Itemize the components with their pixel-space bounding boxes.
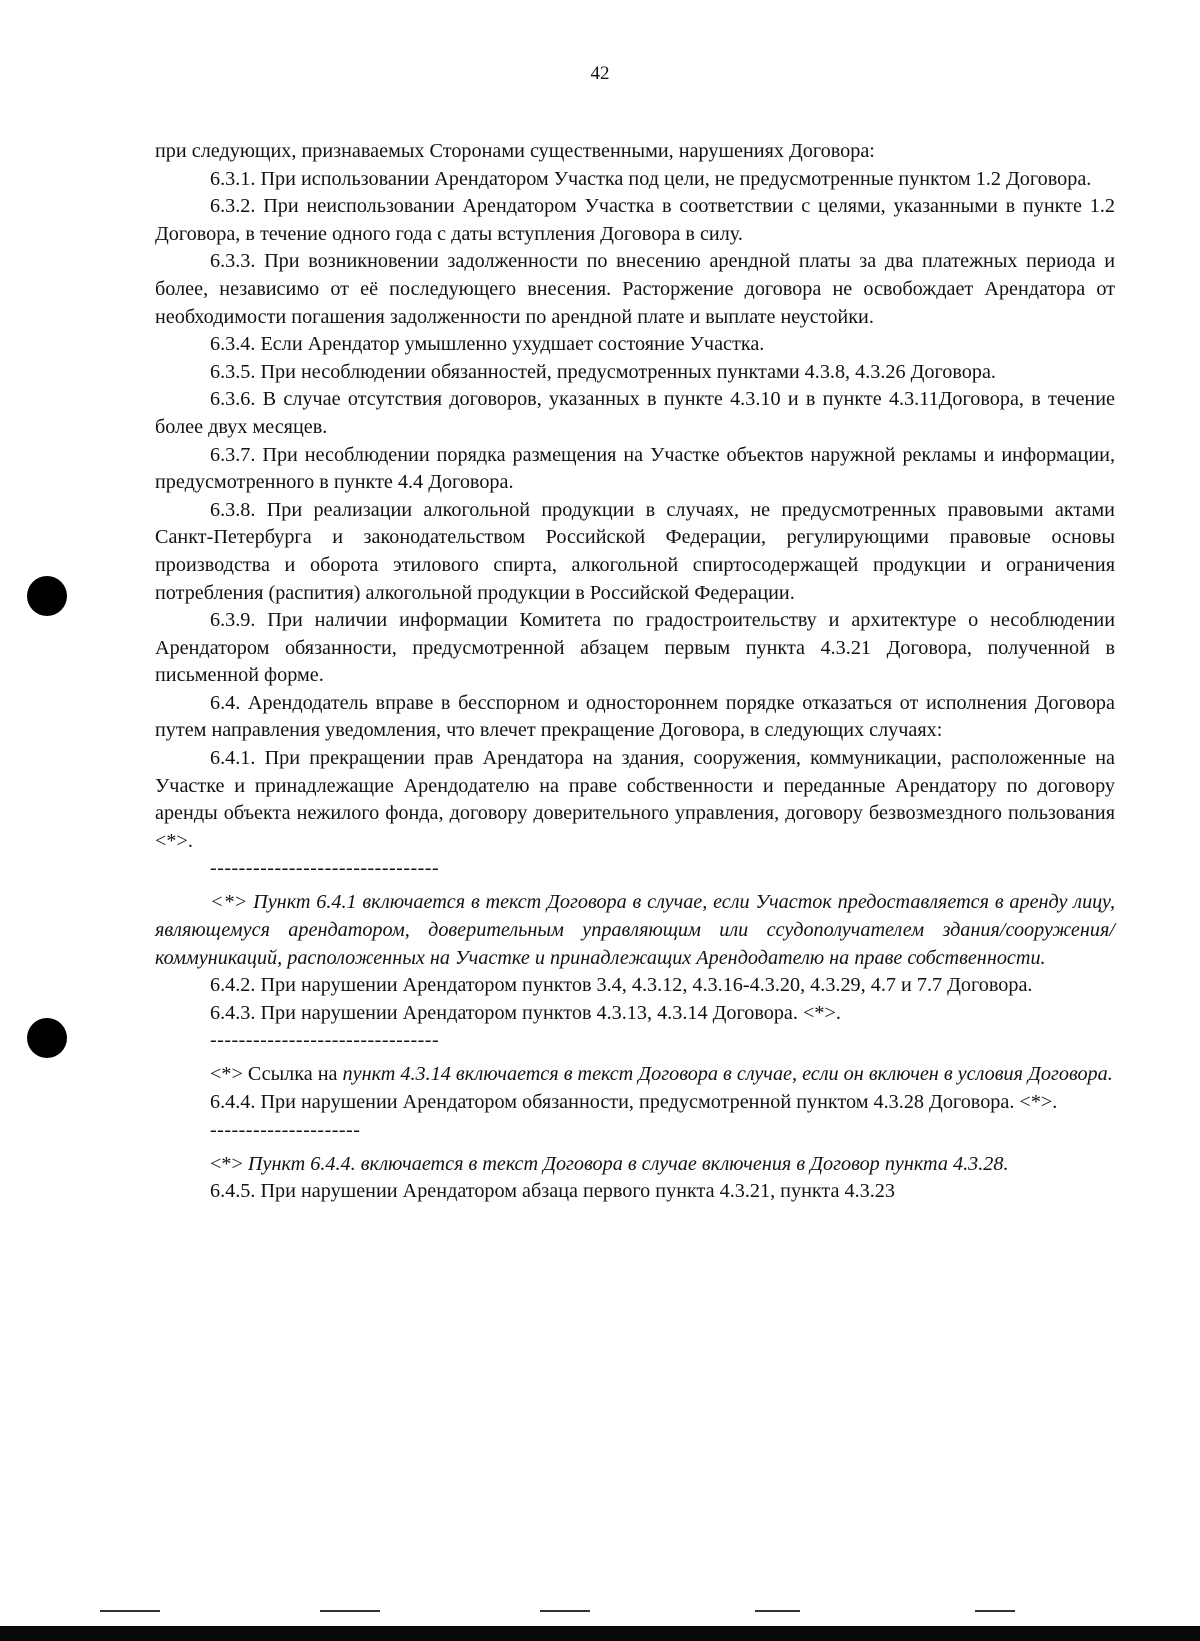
paragraph-6-3-9: 6.3.9. При наличии информации Комитета по градостроительству и архитектуре о несоблюдении Арендатором обязанности, предусмотренной абзацем первым пункта 4.3.21 Договора, полученной в письменной форме. (155, 609, 1115, 687)
paragraph-6-4-4: 6.4.4. При нарушении Арендатором обязанности, предусмотренной пунктом 4.3.28 Договора. <*>. (210, 1091, 1058, 1113)
footnote-separator: --------------------- (210, 1118, 361, 1141)
footnote-separator: -------------------------------- (210, 857, 440, 880)
footnote-italic-text: пункт 4.3.14 включается в текст Договора в случае, если он включен в условия Договора. (342, 1063, 1113, 1086)
footnote-6-4-4 (155, 1151, 1115, 1179)
footnote-6-4-1: <*> Пункт 6.4.1 включается в текст Договора в случае, если Участок предоставляется в аренду лицу, являющемуся арендатором, доверительным управляющим или ссудополучателем здания/сооружения/коммуникаций, расположенных на Участке и принадлежащих Арендодателю на праве собственности. (155, 891, 1115, 969)
paragraph-6-4-5: 6.4.5. При нарушении Арендатором абзаца первого пункта 4.3.21, пункта 4.3.23 (210, 1180, 895, 1203)
paragraph-6-3-3: 6.3.3. При возникновении задолженности по внесению арендной платы за два платежных периода и более, независимо от её последующего внесения. Расторжение договора не освобождает Арендатора от необходимости погашения задолженности по арендной плате и выплате неустойки. (155, 250, 1115, 328)
footnote-separator: -------------------------------- (210, 1029, 440, 1052)
footnote-prefix: <*> Ссылка на (210, 1063, 343, 1086)
paragraph-6-3-6: 6.3.6. В случае отсутствия договоров, указанных в пункте 4.3.10 и в пункте 4.3.11Договора, в течение более двух месяцев. (155, 388, 1115, 438)
punch-hole-upper (27, 576, 67, 616)
page-number: 42 (590, 63, 610, 84)
scan-artifact-mark (755, 1610, 800, 1612)
paragraph-6-3-4: 6.3.4. Если Арендатор умышленно ухудшает состояние Участка. (210, 333, 765, 356)
footnote-prefix: <*> (210, 1152, 248, 1175)
paragraph-6-4: 6.4. Арендодатель вправе в бесспорном и одностороннем порядке отказаться от исполнения Договора путем направления уведомления, что влечет прекращение Договора, в следующих случаях: (155, 691, 1115, 742)
scan-artifact-mark (975, 1610, 1015, 1612)
paragraph-6-3-5: 6.3.5. При несоблюдении обязанностей, предусмотренных пунктами 4.3.8, 4.3.26 Договора. (210, 360, 996, 383)
paragraph-6-3-2: 6.3.2. При неиспользовании Арендатором Участка в соответствии с целями, указанными в пункте 1.2 Договора, в течение одного года с даты вступления Договора в силу. (155, 195, 1115, 245)
paragraph-6-3-8: 6.3.8. При реализации алкогольной продукции в случаях, не предусмотренных правовыми актами Санкт-Петербурга и законодательством Российской Федерации, регулирующими правовые основы производства и оборота этилового спирта, алкогольной спиртосодержащей продукции и ограничения потребления (распития) алкогольной продукции в Российской Федерации. (155, 498, 1115, 604)
scan-artifact-mark (320, 1610, 380, 1612)
footnote-4-3-14 (155, 1061, 1115, 1089)
paragraph-6-4-1: 6.4.1. При прекращении прав Арендатора на здания, сооружения, коммуникации, расположенные на Участке и принадлежащие Арендодателю на праве собственности и переданные Арендатору по договору аренды объекта нежилого фонда, договору доверительного управления, договору безвозмездного пользования <*>. (155, 747, 1115, 852)
footnote-italic-text: Пункт 6.4.4. включается в текст Договора в случае включения в Договор пункта 4.3.28. (247, 1152, 1009, 1175)
document-body (155, 138, 1115, 1206)
paragraph-6-3-7: 6.3.7. При несоблюдении порядка размещения на Участке объектов наружной рекламы и информации, предусмотренного в пункте 4.4 Договора. (155, 443, 1115, 494)
paragraph-6-4-2: 6.4.2. При нарушении Арендатором пунктов 3.4, 4.3.12, 4.3.16-4.3.20, 4.3.29, 4.7 и 7.7 Договора. (210, 974, 1033, 997)
paragraph-6-4-3: 6.4.3. При нарушении Арендатором пунктов 4.3.13, 4.3.14 Договора. <*>. (210, 1001, 841, 1024)
punch-hole-lower (27, 1018, 67, 1058)
paragraph-6-3-1: 6.3.1. При использовании Арендатором Участка под цели, не предусмотренные пунктом 1.2 Договора. (210, 167, 1092, 190)
scan-artifact-mark (100, 1610, 160, 1612)
scan-artifact-mark (540, 1610, 590, 1612)
paragraph-lead: при следующих, признаваемых Сторонами существенными, нарушениях Договора: (155, 140, 875, 162)
scan-bottom-edge (0, 1596, 1200, 1641)
scan-dark-border (0, 1626, 1200, 1641)
